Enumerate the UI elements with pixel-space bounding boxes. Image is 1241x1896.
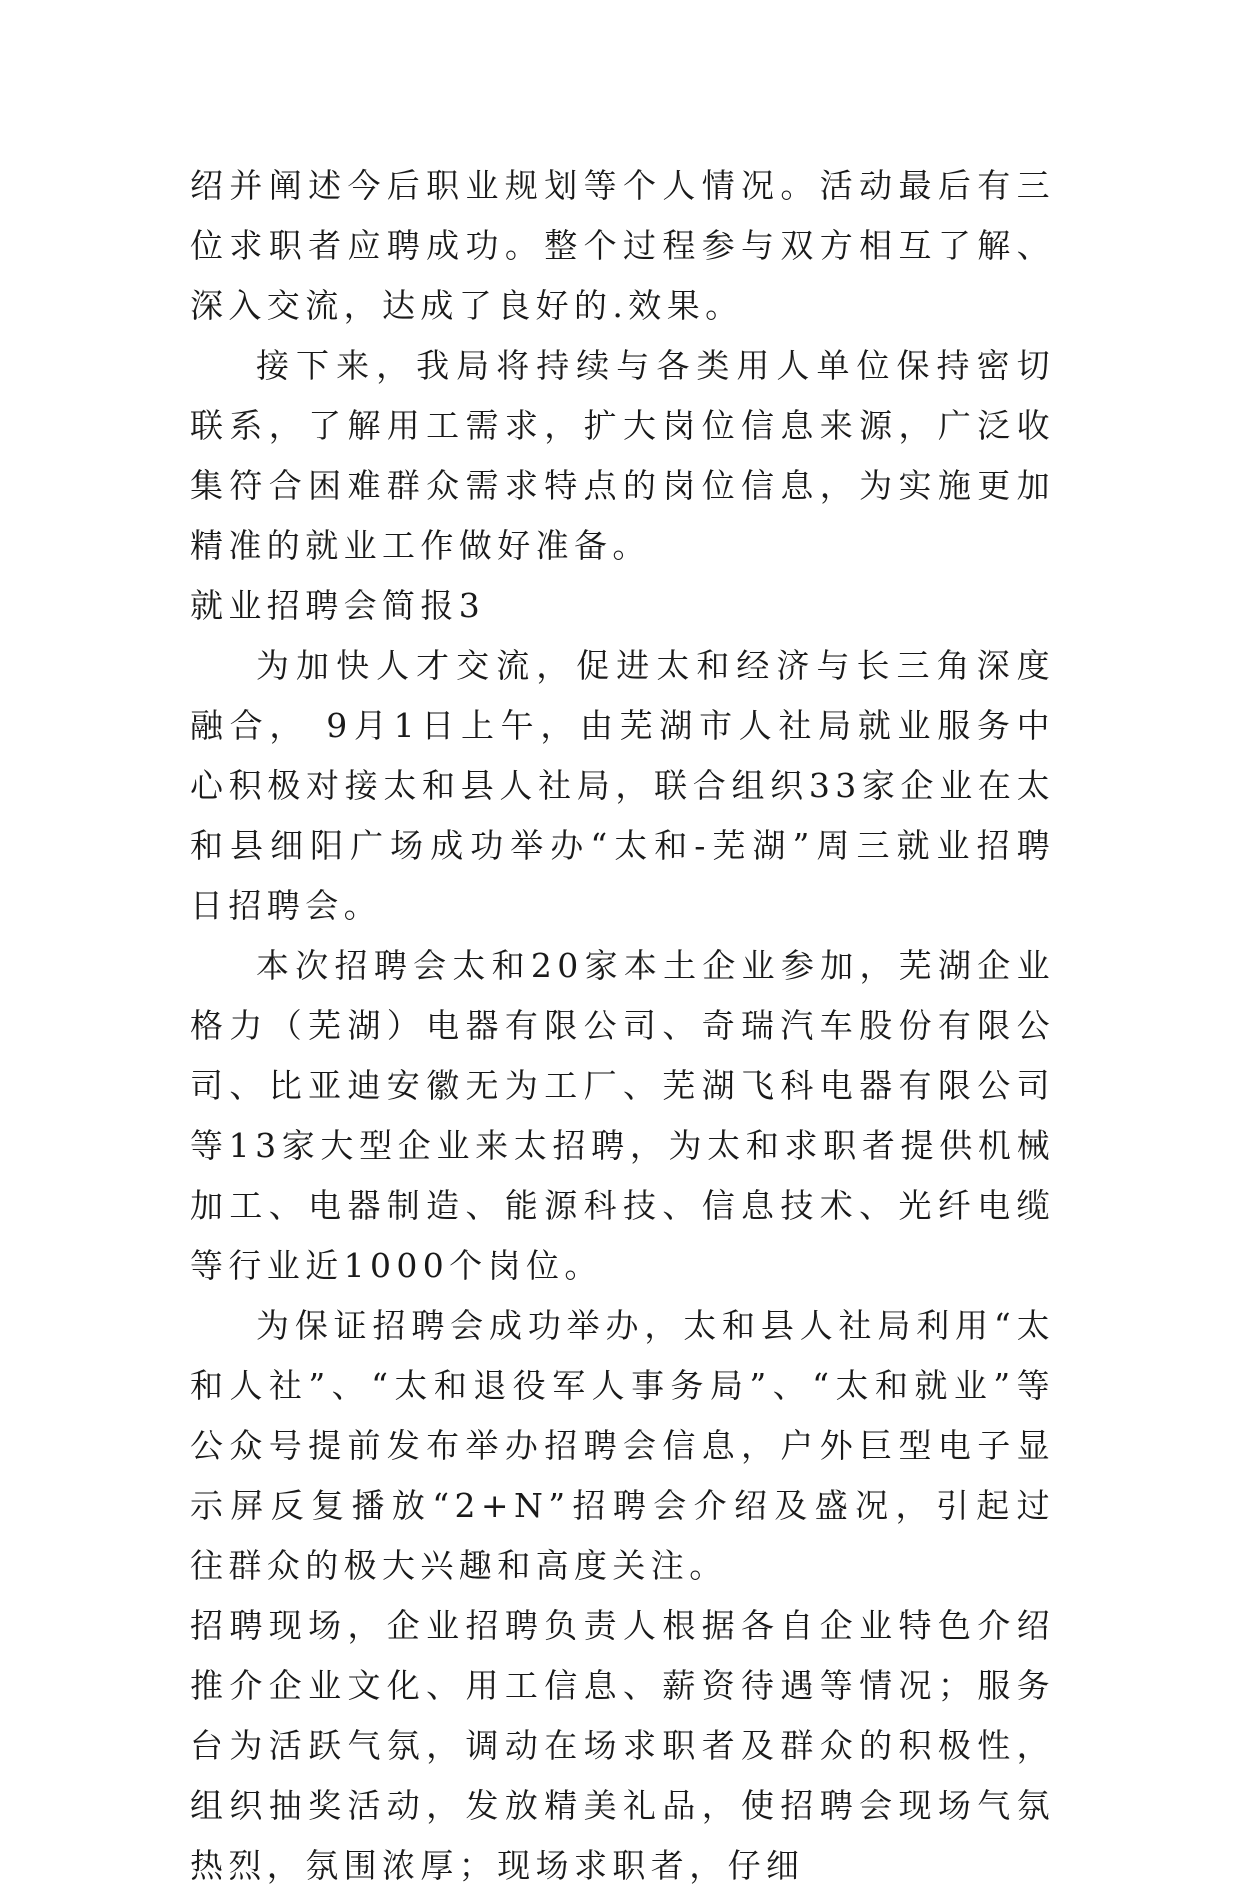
document-body [190,156,1055,1896]
paragraph-promotion: 为保证招聘会成功举办，太和县人社局利用“太和人社”、“太和退役军人事务局”、“太和就业”等公众号提前发布举办招聘会信息，户外巨型电子显示屏反复播放“2+N”招聘会介绍及盛况，引起过往群众的极大兴趣和高度关注。 [190,1306,1055,1585]
paragraph-onsite: 招聘现场，企业招聘负责人根据各自企业特色介绍推介企业文化、用工信息、薪资待遇等情况；服务台为活跃气氛，调动在场求职者及群众的积极性，组织抽奖活动，发放精美礼品，使招聘会现场气氛热烈，氛围浓厚；现场求职者，仔细 [190,1606,1055,1885]
paragraph-next-steps: 接下来，我局将持续与各类用人单位保持密切联系，了解用工需求，扩大岗位信息来源，广泛收集符合困难群众需求特点的岗位信息，为实施更加精准的就业工作做好准备。 [190,346,1055,565]
paragraph-participating-companies: 本次招聘会太和20家本土企业参加，芜湖企业格力（芜湖）电器有限公司、奇瑞汽车股份有限公司、比亚迪安徽无为工厂、芜湖飞科电器有限公司等13家大型企业来太招聘，为太和求职者提供机械加工、电器制造、能源科技、信息技术、光纤电缆等行业近1000个岗位。 [190,946,1055,1285]
paragraph-intro-continuation: 绍并阐述今后职业规划等个人情况。活动最后有三位求职者应聘成功。整个过程参与双方相互了解、深入交流，达成了良好的.效果。 [190,166,1055,325]
section-title: 就业招聘会简报3 [190,586,486,625]
paragraph-event-overview: 为加快人才交流，促进太和经济与长三角深度融合， 9月1日上午，由芜湖市人社局就业服务中心积极对接太和县人社局，联合组织33家企业在太和县细阳广场成功举办“太和-芜湖”周三就业招聘日招聘会。 [190,646,1055,925]
